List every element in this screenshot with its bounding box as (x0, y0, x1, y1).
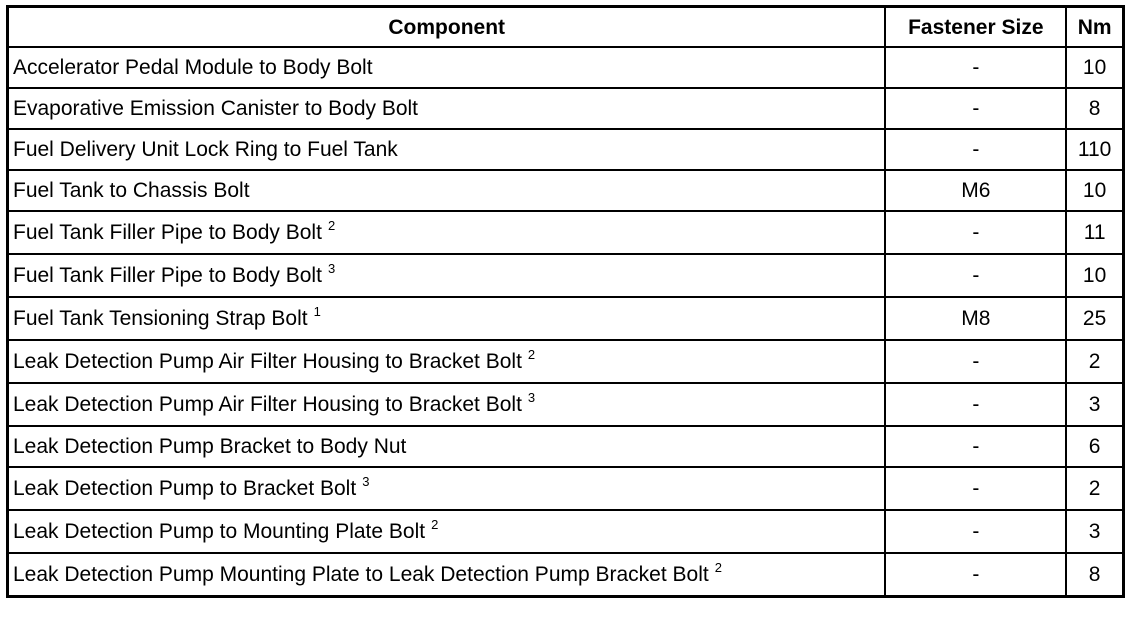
component-cell (8, 170, 886, 211)
torque-nm-cell: 10 (1066, 254, 1123, 297)
component-cell (8, 211, 886, 254)
table-body (8, 47, 1124, 597)
torque-nm-cell: 2 (1066, 467, 1123, 510)
component-cell (8, 426, 886, 467)
fastener-size-cell: - (885, 129, 1066, 170)
header-nm: Nm (1066, 7, 1123, 48)
fastener-size-cell: - (885, 254, 1066, 297)
component-name: Leak Detection Pump Air Filter Housing to Bracket Bolt (13, 393, 522, 416)
table-row (8, 340, 1124, 383)
fastener-size-cell: - (885, 553, 1066, 597)
header-fastener-size: Fastener Size (885, 7, 1066, 48)
component-name: Leak Detection Pump Mounting Plate to Leak Detection Pump Bracket Bolt (13, 563, 709, 586)
footnote-marker: 2 (527, 347, 536, 362)
table-row (8, 297, 1124, 340)
component-cell (8, 510, 886, 553)
fastener-size-cell: M8 (885, 297, 1066, 340)
footnote-marker: 3 (362, 474, 370, 489)
fastener-size-cell: - (885, 88, 1066, 129)
torque-nm-cell: 25 (1066, 297, 1123, 340)
component-name: Fuel Tank Filler Pipe to Body Bolt (13, 264, 322, 287)
torque-nm-cell: 3 (1066, 510, 1123, 553)
component-cell (8, 553, 886, 597)
table-row (8, 553, 1124, 597)
torque-nm-cell: 3 (1066, 383, 1123, 426)
component-cell (8, 340, 886, 383)
torque-spec-document (6, 5, 1125, 598)
header-row (8, 7, 1124, 48)
torque-nm-cell: 10 (1066, 47, 1123, 88)
table-row (8, 170, 1124, 211)
footnote-marker: 3 (527, 390, 536, 405)
footnote-marker: 2 (431, 517, 439, 532)
component-name: Fuel Tank to Chassis Bolt (13, 179, 250, 202)
component-name: Leak Detection Pump Air Filter Housing to Bracket Bolt (13, 350, 522, 373)
footnote-marker: 2 (714, 560, 722, 575)
fastener-size-cell: M6 (885, 170, 1066, 211)
header-component: Component (8, 7, 886, 48)
footnote-marker: 2 (327, 218, 336, 233)
component-name: Fuel Tank Tensioning Strap Bolt (13, 307, 308, 330)
torque-nm-cell: 2 (1066, 340, 1123, 383)
table-row (8, 129, 1124, 170)
table-row (8, 47, 1124, 88)
component-name: Fuel Tank Filler Pipe to Body Bolt (13, 221, 322, 244)
fastener-size-cell: - (885, 340, 1066, 383)
table-row (8, 383, 1124, 426)
component-cell (8, 129, 886, 170)
table-row (8, 88, 1124, 129)
table-row (8, 254, 1124, 297)
footnote-marker: 1 (313, 304, 321, 319)
component-cell (8, 383, 886, 426)
footnote-marker: 3 (327, 261, 336, 276)
component-name: Accelerator Pedal Module to Body Bolt (13, 56, 373, 79)
component-name: Leak Detection Pump Bracket to Body Nut (13, 435, 407, 458)
torque-nm-cell: 6 (1066, 426, 1123, 467)
component-name: Evaporative Emission Canister to Body Bolt (13, 97, 419, 120)
torque-nm-cell: 11 (1066, 211, 1123, 254)
component-name: Fuel Delivery Unit Lock Ring to Fuel Tank (13, 138, 398, 161)
component-name: Leak Detection Pump to Bracket Bolt (13, 477, 357, 500)
fastener-size-cell: - (885, 211, 1066, 254)
component-cell (8, 254, 886, 297)
torque-nm-cell: 8 (1066, 553, 1123, 597)
component-cell (8, 47, 886, 88)
fastener-size-cell: - (885, 510, 1066, 553)
fastener-size-cell: - (885, 383, 1066, 426)
table-row (8, 426, 1124, 467)
fastener-size-cell: - (885, 426, 1066, 467)
torque-nm-cell: 8 (1066, 88, 1123, 129)
fastener-size-cell: - (885, 47, 1066, 88)
table-row (8, 510, 1124, 553)
component-cell (8, 88, 886, 129)
component-cell (8, 467, 886, 510)
table-row (8, 467, 1124, 510)
table-row (8, 211, 1124, 254)
torque-spec-table (6, 5, 1125, 598)
torque-nm-cell: 110 (1066, 129, 1123, 170)
torque-nm-cell: 10 (1066, 170, 1123, 211)
component-name: Leak Detection Pump to Mounting Plate Bolt (13, 520, 426, 543)
component-cell (8, 297, 886, 340)
fastener-size-cell: - (885, 467, 1066, 510)
